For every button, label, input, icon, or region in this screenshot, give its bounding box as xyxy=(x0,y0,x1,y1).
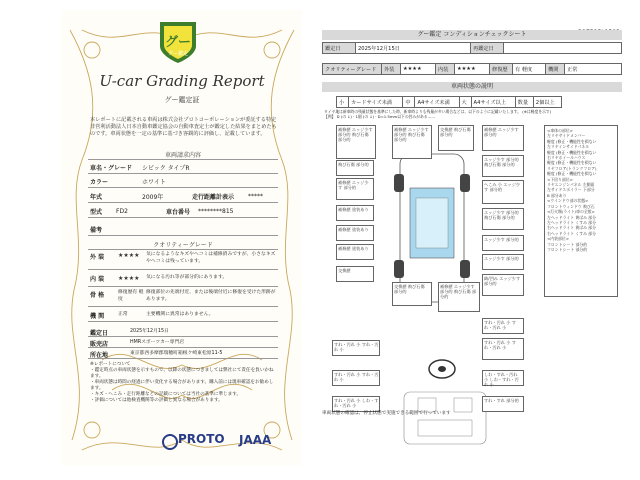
interior-label-box: すれ・すれ 部分的 xyxy=(484,398,519,403)
repair-value: 有 軽度 xyxy=(513,64,546,75)
legend-panel xyxy=(544,125,618,297)
size-cell: 中 xyxy=(403,97,415,108)
date-value: 2025年12月15日 xyxy=(130,329,169,335)
note-line: ・鑑定時点の車両状態を示すもので、以降の状態につきましては弊社にて責任を負いかねます。 xyxy=(90,368,274,379)
date-table xyxy=(322,42,622,54)
quality-table xyxy=(322,63,622,75)
notes-heading: ※レポートについて xyxy=(90,362,131,367)
mileage-label: 走行距離計表示 xyxy=(192,194,235,201)
sheet-title: グー鑑定 コンディションチェックシート xyxy=(322,30,622,40)
legend-line: <車体の部位> xyxy=(547,128,573,133)
report-body: 本レポートに記載される車両は株式会社プロトコーポレーションが委託する特定非営利活動法人日本自動車鑑定協会の自動車査定士が鑑定した結果をまとめたものです。車両状態を一定の基準に基づき客観的に評価し、記載しています。 xyxy=(90,117,277,138)
size-cell: A4サイズ以上 xyxy=(471,97,515,108)
jaaa-logo: JAAA xyxy=(239,433,272,447)
interior-label-box: すれ・汚れ 小 しわ・すれ・汚れ 小 xyxy=(334,398,379,409)
report-notes xyxy=(90,362,276,404)
address-label: 所在地 xyxy=(90,352,109,359)
legend-line: 軽度 (修正・機能性を損ない xyxy=(547,171,597,177)
color-label: カラー xyxy=(90,179,109,186)
mileage-value: ***** xyxy=(248,193,263,200)
legend-line: 軽度 (修正・機能性を損ない xyxy=(547,160,597,166)
frame-desc: 修復部位の先端付近、または後端付近に修復を受けた形跡があります。 xyxy=(146,290,276,302)
damage-label: 補修歴 塗装あり xyxy=(338,207,369,212)
chassis-value: ********815 xyxy=(198,208,234,215)
frame-value: 修復歴有 軽度 xyxy=(118,290,144,302)
model-value: シビック タイプR xyxy=(142,165,190,172)
size-cell: 2個以上 xyxy=(533,97,561,108)
damage-label: 交換歴 xyxy=(338,268,351,273)
exterior-stars: ★★★★ xyxy=(118,252,140,259)
damage-label: 補修歴 エッジ少す 部分的 xyxy=(338,180,369,191)
legend-line: 左リヤインサイドパネル xyxy=(547,144,590,150)
legend-line: 軽度 (修正・機能性を損ない xyxy=(547,138,597,144)
size-cell: A4サイズ未満 xyxy=(415,97,459,108)
engine-label: 機 関 xyxy=(90,313,105,320)
repair-label: 修復歴 xyxy=(490,64,513,75)
steering-wheel-icon xyxy=(427,358,457,380)
vehicle-section-title: 車両請求内容 xyxy=(164,152,201,159)
chassis-label: 車台番号 xyxy=(166,209,191,216)
model-label: 車名・グレード xyxy=(90,165,133,172)
damage-label: 補修歴 エッジ少す 部分的 飛び石傷 部分的 xyxy=(338,127,373,143)
report-subtitle: グー鑑定証 xyxy=(164,96,200,104)
damage-label: 交換歴 飛び石傷 部分的 xyxy=(394,284,425,295)
size-cell: 小 xyxy=(337,97,349,108)
bottom-note: 車両状態の確認は、停止状態で実施できる範囲で行っています xyxy=(322,411,451,416)
car-interior-diagram xyxy=(400,388,490,448)
interior-label: 内装 xyxy=(436,64,455,75)
legend-line: フロントウィンドウ 飛び石 xyxy=(547,203,595,209)
legend-line: 左リヤサイドメンバー xyxy=(547,133,586,139)
quality-grade xyxy=(88,240,278,320)
size-cell: 数量 xyxy=(515,97,533,108)
interior-label-box: しわ・すれ・汚れ 小 しわ・すれ・汚れ 小 xyxy=(484,372,519,388)
legend-line: 軽度 (修正・機能性を損ない xyxy=(547,149,597,155)
size-legend-table xyxy=(336,96,562,108)
legend-line: <内装部位> xyxy=(547,236,570,242)
interior-stars: ★★★★ xyxy=(118,275,140,282)
grading-certificate xyxy=(62,10,302,465)
logo-text: グー鑑定 xyxy=(167,51,188,57)
legend-line: リヤエンジンパネル 左側面 xyxy=(547,182,595,188)
appraisal-date: 2025年12月15日 xyxy=(356,43,471,54)
exterior-desc: 気になるようなキズやヘコミは補修済みですが、小さなキズやヘコミは残っています。 xyxy=(146,252,276,264)
note-line: ・車両状態は時間の経過に伴い変化する場合があります。購入前には現車確認をお勧めします。 xyxy=(90,380,274,391)
engine-desc: 主要機関に異常はありません。 xyxy=(146,312,214,318)
damage-label: 補修歴 塗装あり xyxy=(338,227,369,232)
damage-label: 飛び石傷 部分的 xyxy=(338,162,369,167)
model-code-label: 型式 xyxy=(90,209,103,216)
note-line: ・キズ・へこみ・走行距離などの記載については当社の基準に準じます。 xyxy=(90,392,242,397)
appraisal-date-label: 鑑定日 xyxy=(323,43,356,54)
damage-label: へこみ 小 エッジ少す 部分的 xyxy=(484,182,521,193)
report-title: U-car Grading Report xyxy=(99,72,265,90)
legend-line: 左ヘッドライト 黄ばみ 部分 xyxy=(547,214,597,220)
model-code-value: FD2 xyxy=(116,208,128,215)
date-label: 鑑定日 xyxy=(90,330,109,337)
legend-line: 右ヘッドライト 黄ばみ 部分 xyxy=(547,225,597,231)
damage-label: 補修歴 塗装あり xyxy=(338,246,369,251)
exterior-label: 外 装 xyxy=(90,254,105,261)
legend-line: 左サイドスポイラー 下部分 xyxy=(547,187,595,193)
engine-label: 機関 xyxy=(546,64,565,75)
damage-label: エッジ少す 部分的 飛び石傷 部分的 xyxy=(484,210,519,221)
legend-line: 右ヘッドライト くすみ 部分 xyxy=(547,230,597,236)
vehicle-info xyxy=(88,150,278,234)
legend-line: <灯火類/ライト/車の全般> xyxy=(547,209,595,215)
proto-logo-icon xyxy=(162,434,178,450)
legend-line: フロントシート 部分的 xyxy=(547,241,588,247)
color-value: ホワイト xyxy=(142,179,166,186)
svg-text:グー: グー xyxy=(164,35,192,50)
legend-line: リヤフロア(トランクフロア) xyxy=(547,165,597,171)
proto-logo: PROTO xyxy=(178,432,225,446)
reappraisal-label: 再鑑定日 xyxy=(471,43,504,54)
legend-line: 右リヤホイールハウス xyxy=(547,155,586,161)
quality-label: クオリティーグレード xyxy=(323,64,382,75)
size-note-2: 【例】 D (の ↓) · 1個 (の ↓) · D=1.5mm以下の凹みがある…… xyxy=(324,114,436,119)
damage-label: 交換歴 飛び石傷 部分的 xyxy=(440,127,471,138)
condition-check-sheet xyxy=(322,30,597,450)
damage-label: 補修歴 エッジ少す 部分的 飛び石傷 部分的 xyxy=(440,284,477,300)
legend-line: フロントシート 部分的 xyxy=(547,246,588,252)
notes-label: 備考 xyxy=(90,227,103,234)
address-value: 東京都西多摩郡瑞穂町箱根ケ崎東松原11-5 xyxy=(130,351,223,357)
shop-label: 販売店 xyxy=(90,341,109,348)
damage-label: エッジ少す 部分的 飛び石傷 部分的 xyxy=(484,157,519,168)
interior-label-box: すれ・汚れ 小 すれ・汚れ 小 xyxy=(334,372,379,383)
interior-label-box: すれ・汚れ 小 すれ・汚れ 小 xyxy=(334,342,379,353)
vehicle-section-title: 車両状態の説明 xyxy=(322,82,622,92)
engine-value: 正常 xyxy=(118,312,128,318)
engine-value: 正常 xyxy=(565,64,622,75)
legend-line: <下回り部位> xyxy=(547,176,573,182)
legend-line: B 部分あり xyxy=(547,192,567,198)
note-line: ・評価については他検査機関等の評価と異なる場合があります。 xyxy=(90,398,223,403)
year-label: 年式 xyxy=(90,194,103,201)
damage-label: 補修歴 エッジ少す 部分的 飛び石傷 部分的 xyxy=(394,127,429,143)
interior-label-box: すれ・汚れ 小 すれ・汚れ 小 xyxy=(484,340,516,351)
frame-label: 骨 格 xyxy=(90,292,105,299)
interior-desc: 気になる汚れ等が部分的にあります。 xyxy=(146,275,228,281)
interior-label: 内 装 xyxy=(90,276,105,283)
legend-line: 左ヘッドライト くすみ 部分 xyxy=(547,219,597,225)
damage-label: 補修歴 エッジ少す 部分的 xyxy=(484,127,519,138)
size-note-1: タイヤ地は新車時の残量状態を基準にした時、新車時よりも残量が多い場合などは、以下のように記載いたします。 (※は軽度を示す) xyxy=(324,109,552,114)
size-cell: カードサイズ未満 xyxy=(349,97,403,108)
damage-label: エッジ少す 部分的 xyxy=(484,237,519,242)
shop-value: HMRスポーツカー専門店 xyxy=(130,340,185,346)
damage-label: 鋳/凹み エッジ少す 部分的 xyxy=(484,276,521,287)
reappraisal-date xyxy=(504,43,622,54)
size-cell: 大 xyxy=(459,97,471,108)
damage-label: エッジ少す 部分的 xyxy=(484,256,519,261)
interior-stars: ★★★★ xyxy=(455,64,490,75)
legend-line: <ウインドウ部の状態> xyxy=(547,198,589,204)
exterior-stars: ★★★★ xyxy=(401,64,436,75)
interior-label-box: すれ・汚れ 小 すれ・汚れ 小 xyxy=(484,320,516,331)
quality-section-title: クオリティーグレード xyxy=(153,242,213,249)
year-value: 2009年 xyxy=(142,194,164,201)
exterior-label: 外装 xyxy=(382,64,401,75)
